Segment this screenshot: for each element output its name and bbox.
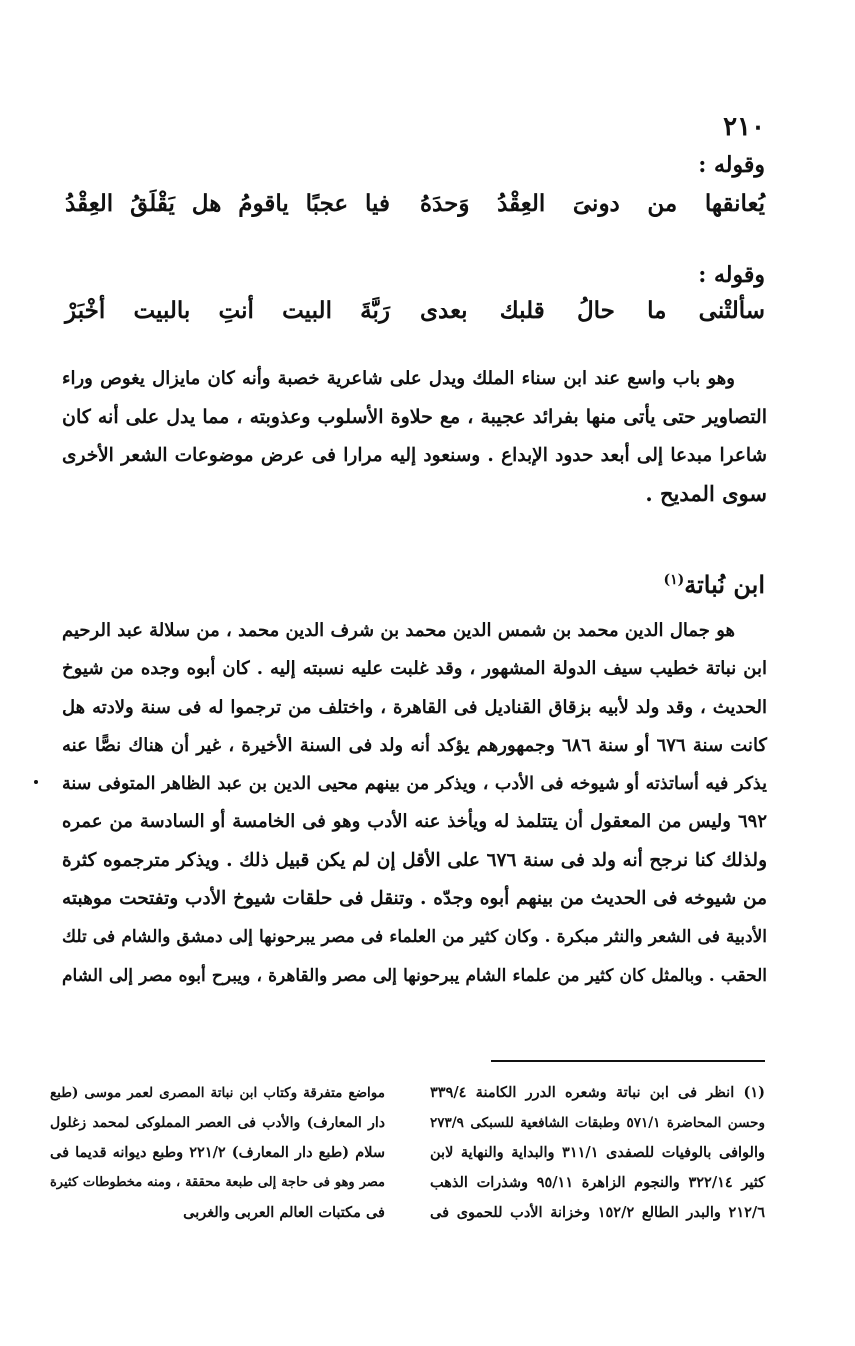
section-heading (663, 570, 765, 599)
verse-word: حالُ (576, 297, 615, 324)
verse-word: بالبيت (133, 297, 191, 324)
footnote-column-right (430, 1078, 765, 1228)
verse-word: عجبًا (305, 190, 349, 217)
verse-1 (65, 190, 765, 230)
verse-word: العِقْدُ (497, 190, 546, 217)
paragraph-line: ٦٩٢ وليس من المعقول أن يتتلمذ له ويأخذ عنه الأدب وهو فى الخامسة أو السادسة من عمره (62, 811, 767, 833)
verse-word: يَقْلَقُ (130, 190, 175, 217)
verse-word: فيا (365, 190, 390, 217)
footnote-line: (١) انظر فى ابن نباتة وشعره الدرر الكامنة ٣٣٩/٤ (430, 1084, 765, 1101)
verse-word: بعدى (420, 297, 468, 324)
verse-2-first-hemistich (420, 297, 765, 324)
verse-1-label: وقوله : (698, 152, 765, 178)
footnote-divider (491, 1060, 765, 1062)
verse-1-first-hemistich (420, 190, 765, 217)
page-number: ٢١٠ (723, 112, 765, 142)
footnote-line: ٢١٢/٦ والبدر الطالع ١٥٢/٢ وخزانة الأدب للحموى فى (430, 1204, 765, 1221)
footnote-line: والوافى بالوفيات للصفدى ٣١١/١ والبداية والنهاية لابن (430, 1144, 765, 1161)
verse-word: أنتِ (218, 297, 254, 324)
verse-word: يُعانقها (704, 190, 765, 217)
footnote-line: مواضع متفرقة وكتاب ابن نباتة المصرى لعمر موسى (طبع (50, 1085, 385, 1101)
verse-word: ما (647, 297, 667, 324)
paragraph-line: سوى المديح . (645, 480, 767, 506)
paragraph-line: الحقب . وبالمثل كان كثير من علماء الشام يبرحونها إلى مصر والقاهرة ، ويبرح أبوه مصر إلى الشام (62, 965, 767, 986)
paragraph-line: هو جمال الدين محمد بن شمس الدين محمد بن شرف الدين محمد ، من سلالة عبد الرحيم (62, 620, 735, 641)
paragraph-2 (62, 612, 767, 995)
section-title: ابن نُباتة (684, 570, 765, 599)
verse-word: قلبك (499, 297, 545, 324)
verse-1-second-hemistich (65, 190, 390, 217)
paragraph-line: وهو باب واسع عند ابن سناء الملك ويدل على شاعرية خصبة وأنه كان مايزال يغوص وراء (62, 368, 735, 389)
verse-word: سألتْنى (698, 297, 765, 324)
print-speck (34, 780, 38, 784)
verse-word: رَبَّةَ (360, 297, 390, 324)
footnote-line: وحسن المحاضرة ٥٧١/١ وطبقات الشافعية للسبكى ٢٧٣/٩ (430, 1115, 765, 1131)
footnote-line: كثير ٣٢٢/١٤ والنجوم الزاهرة ٩٥/١١ وشذرات الذهب (430, 1174, 766, 1191)
paragraph-line: الحديث ، وقد ولد لأبيه بزقاق القناديل فى القاهرة ، واختلف من ترجموا له فى سنة ولادته هل (62, 696, 767, 718)
paragraph-line: كانت سنة ٦٧٦ أو سنة ٦٨٦ وجمهورهم يؤكد أنه ولد فى السنة الأخيرة ، غير أن هناك نصًّا عنه (62, 734, 767, 756)
verse-2 (65, 297, 765, 337)
footnote-line: فى مكتبات العالم العربى والغربى (183, 1204, 385, 1221)
footnote-line: مصر وهو فى حاجة إلى طبعة محققة ، ومنه مخطوطات كثيرة (50, 1175, 385, 1190)
footnote-marker: (١) (663, 572, 685, 588)
paragraph-line: شاعرا مبدعا إلى أبعد حدود الإبداع . وسنعود إليه مرارا فى عرض موضوعات الشعر الأخرى (62, 444, 767, 466)
verse-word: أخْبَرْ (65, 297, 106, 324)
paragraph-line: من شيوخه فى الحديث من بينهم أبوه وجدّه . وتنقل فى حلقات شيوخ الأدب وتفتحت موهبته (62, 888, 767, 910)
verse-word: من (647, 190, 678, 217)
verse-word: البيت (282, 297, 332, 324)
footnote-column-left (50, 1078, 385, 1228)
paragraph-line: يذكر فيه أساتذته أو شيوخه فى الأدب ، ويذكر من بينهم محيى الدين بن عبد الظاهر المتوفى سنة (62, 774, 767, 795)
footnote-line: دار المعارف) والأدب فى العصر المملوكى لمحمد زغلول (50, 1115, 385, 1131)
paragraph-line: الأدبية فى الشعر والنثر مبكرة . وكان كثير من العلماء فى مصر يبرحونها إلى دمشق والشام فى تلك (62, 927, 767, 948)
paragraph-line: ولذلك كنا نرجح أنه ولد فى سنة ٦٧٦ على الأقل إن لم يكن قبيل ذلك . ويذكر مترجموه كثرة (62, 849, 768, 871)
verse-word: هل (191, 190, 222, 217)
footnote-line: سلام (طبع دار المعارف) ٢٢١/٢ وطبع ديوانه قديما فى (50, 1144, 385, 1161)
paragraph-line: التصاوير حتى يأتى منها بفرائد عجيبة ، مع حلاوة الأسلوب وعذوبته ، مما يدل على أنه كان (62, 406, 767, 429)
verse-word: ياقومُ (238, 190, 289, 217)
verse-word: العِقْدُ (65, 190, 114, 217)
paragraph-line: ابن نباتة خطيب سيف الدولة المشهور ، وقد غلبت عليه نسبته إليه . كان أبوه وجده من شيوخ (62, 658, 767, 680)
verse-2-label: وقوله : (698, 262, 765, 288)
paragraph-1 (62, 360, 767, 513)
verse-word: وَحدَهُ (420, 190, 470, 217)
verse-word: دونىَ (572, 190, 620, 217)
verse-2-second-hemistich (65, 297, 390, 324)
